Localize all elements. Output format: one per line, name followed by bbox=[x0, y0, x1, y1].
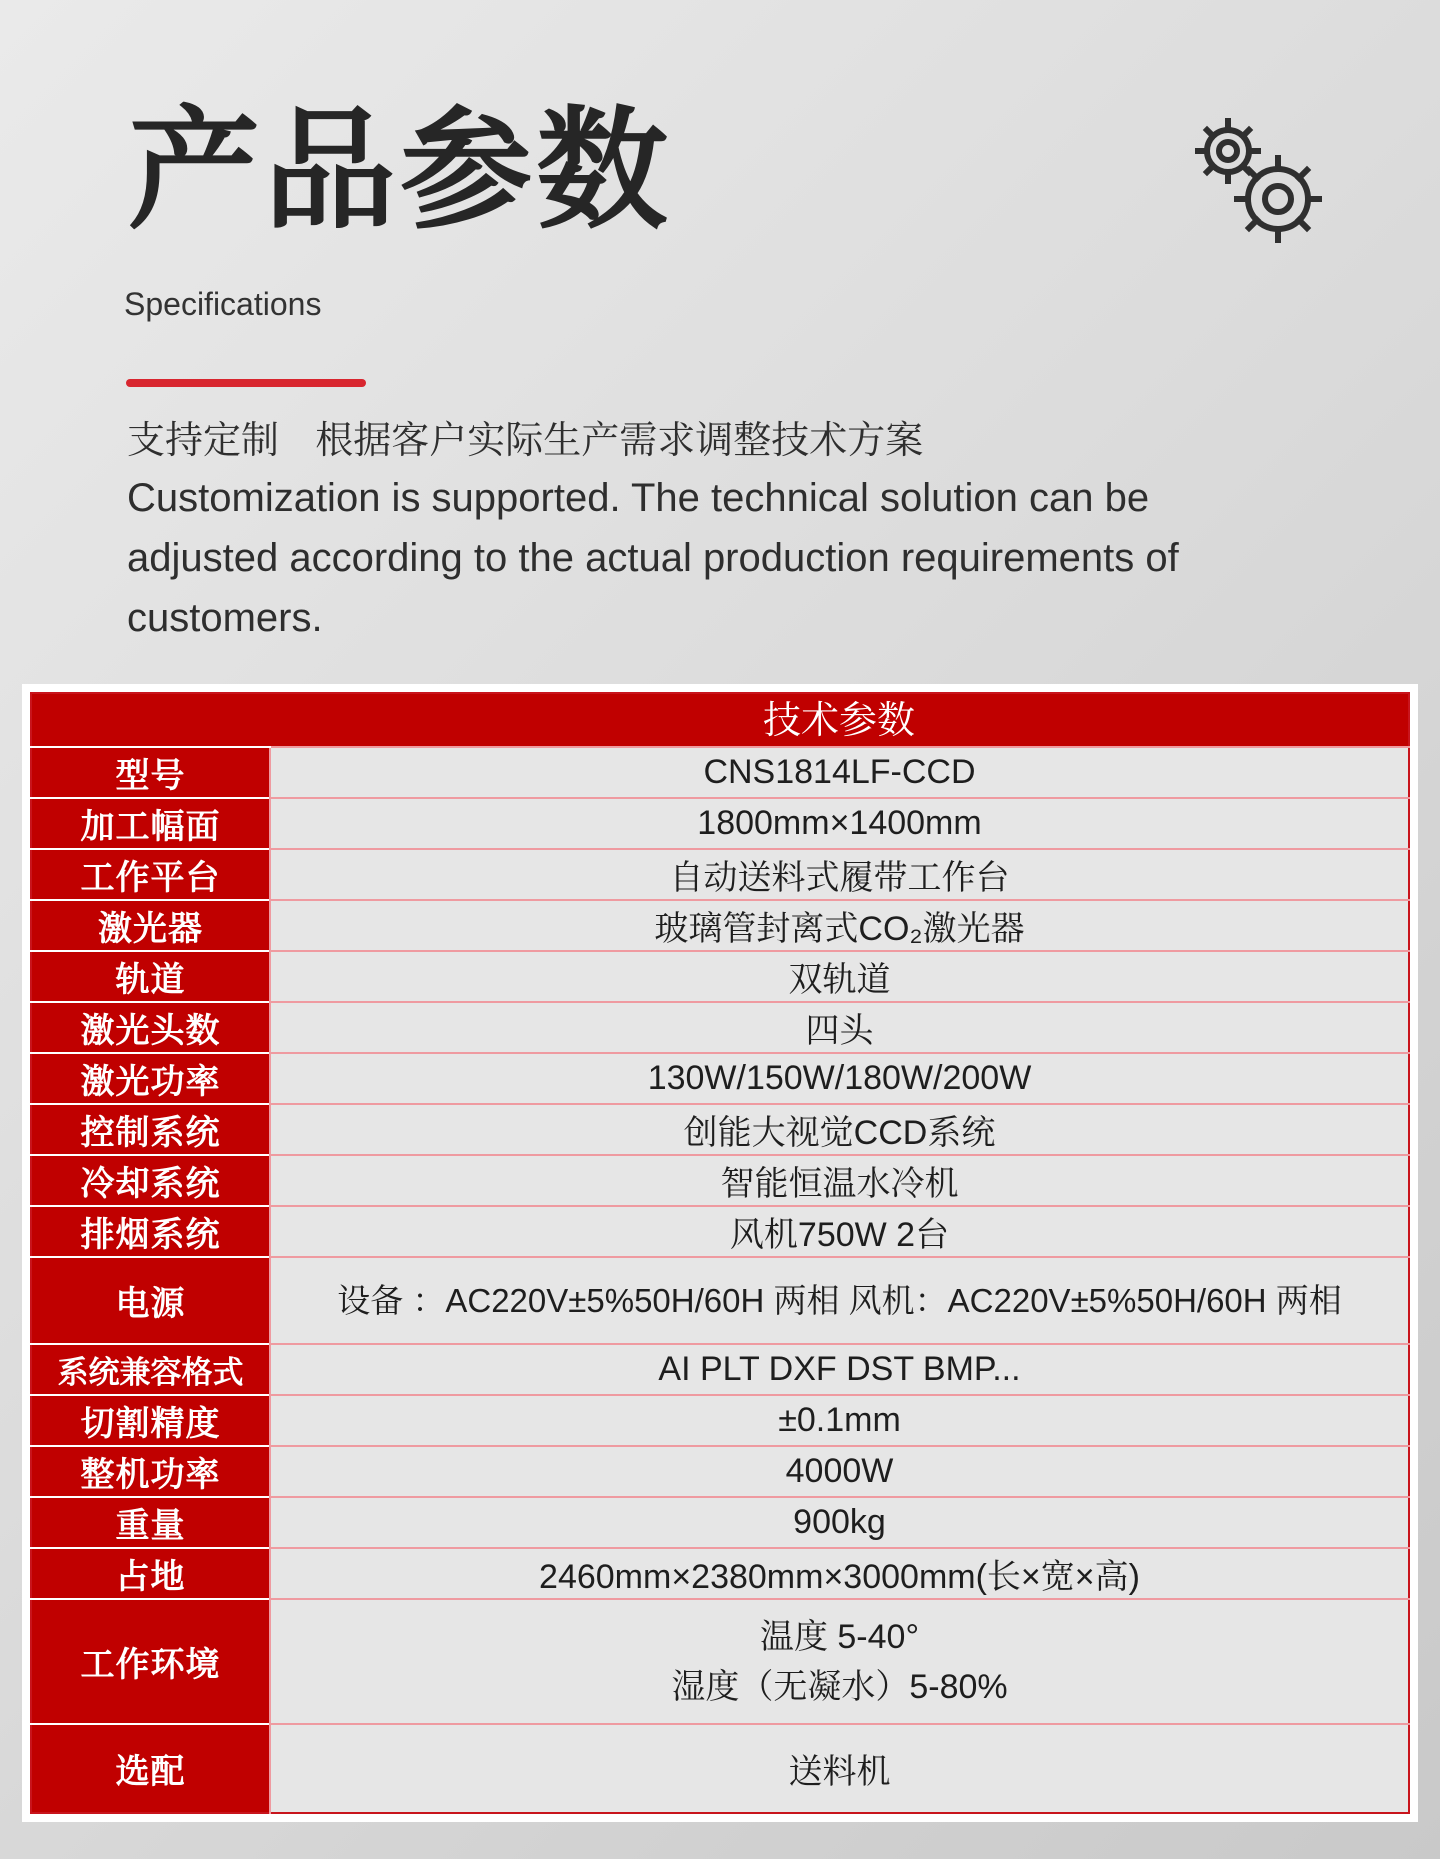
table-row bbox=[31, 1599, 1409, 1724]
table-row bbox=[31, 1257, 1409, 1344]
row-value: 创能大视觉CCD系统 bbox=[270, 1104, 1409, 1155]
table-row bbox=[31, 1724, 1409, 1813]
row-value: 玻璃管封离式CO₂激光器 bbox=[270, 900, 1409, 951]
gears-icon bbox=[1190, 115, 1330, 250]
row-label: 切割精度 bbox=[31, 1395, 270, 1446]
table-row bbox=[31, 849, 1409, 900]
row-value: AI PLT DXF DST BMP... bbox=[270, 1344, 1409, 1395]
table-title: 技术参数 bbox=[270, 693, 1409, 747]
row-value: 900kg bbox=[270, 1497, 1409, 1548]
table-row bbox=[31, 1155, 1409, 1206]
spec-table-frame bbox=[22, 684, 1418, 1822]
row-label: 控制系统 bbox=[31, 1104, 270, 1155]
env-humidity: 湿度（无凝水）5-80% bbox=[671, 1667, 1008, 1706]
table-row bbox=[31, 1206, 1409, 1257]
table-row bbox=[31, 747, 1409, 798]
table-row bbox=[31, 1395, 1409, 1446]
row-label: 重量 bbox=[31, 1497, 270, 1548]
row-label: 激光头数 bbox=[31, 1002, 270, 1053]
row-label: 整机功率 bbox=[31, 1446, 270, 1497]
row-value: 四头 bbox=[270, 1002, 1409, 1053]
table-row bbox=[31, 1002, 1409, 1053]
row-value: 风机750W 2台 bbox=[270, 1206, 1409, 1257]
intro-cn: 支持定制 根据客户实际生产需求调整技术方案 bbox=[127, 418, 924, 462]
row-label: 工作环境 bbox=[31, 1599, 270, 1724]
row-value: 智能恒温水冷机 bbox=[270, 1155, 1409, 1206]
intro-en: Customization is supported. The technical solution can be adjusted according to the actual production requirements of customers. bbox=[127, 476, 1179, 640]
row-label: 选配 bbox=[31, 1724, 270, 1813]
row-value: 双轨道 bbox=[270, 951, 1409, 1002]
row-value: 设备 ：AC220V±5%50H/60H 两相 风机：AC220V±5%50H/60H 两相 bbox=[270, 1257, 1409, 1344]
row-value: 130W/150W/180W/200W bbox=[270, 1053, 1409, 1104]
table-header-row bbox=[31, 693, 1409, 747]
row-value: 1800mm×1400mm bbox=[270, 798, 1409, 849]
row-value: ±0.1mm bbox=[270, 1395, 1409, 1446]
table-row bbox=[31, 1497, 1409, 1548]
row-label: 工作平台 bbox=[31, 849, 270, 900]
row-value: 4000W bbox=[270, 1446, 1409, 1497]
row-value: CNS1814LF-CCD bbox=[270, 747, 1409, 798]
page-subtitle: Specifications bbox=[124, 286, 322, 322]
header-blank-cell bbox=[31, 693, 270, 747]
row-value bbox=[270, 1599, 1409, 1724]
row-label: 占地 bbox=[31, 1548, 270, 1599]
page-title: 产品参数 bbox=[128, 94, 672, 248]
row-label: 激光器 bbox=[31, 900, 270, 951]
spec-table bbox=[30, 692, 1410, 1814]
table-row bbox=[31, 1053, 1409, 1104]
row-value: 自动送料式履带工作台 bbox=[270, 849, 1409, 900]
table-row bbox=[31, 951, 1409, 1002]
row-label: 激光功率 bbox=[31, 1053, 270, 1104]
row-value: 2460mm×2380mm×3000mm(长×宽×高) bbox=[270, 1548, 1409, 1599]
row-label: 轨道 bbox=[31, 951, 270, 1002]
row-label: 加工幅面 bbox=[31, 798, 270, 849]
row-label: 排烟系统 bbox=[31, 1206, 270, 1257]
accent-divider bbox=[126, 379, 366, 387]
table-row bbox=[31, 1344, 1409, 1395]
intro-block bbox=[127, 412, 1227, 648]
table-row bbox=[31, 1104, 1409, 1155]
row-label: 型号 bbox=[31, 747, 270, 798]
table-row bbox=[31, 1548, 1409, 1599]
row-value: 送料机 bbox=[270, 1724, 1409, 1813]
table-row bbox=[31, 798, 1409, 849]
table-row bbox=[31, 900, 1409, 951]
row-label: 冷却系统 bbox=[31, 1155, 270, 1206]
row-label: 系统兼容格式 bbox=[31, 1344, 270, 1395]
table-row bbox=[31, 1446, 1409, 1497]
row-label: 电源 bbox=[31, 1257, 270, 1344]
env-temperature: 温度 5-40° bbox=[759, 1617, 920, 1656]
